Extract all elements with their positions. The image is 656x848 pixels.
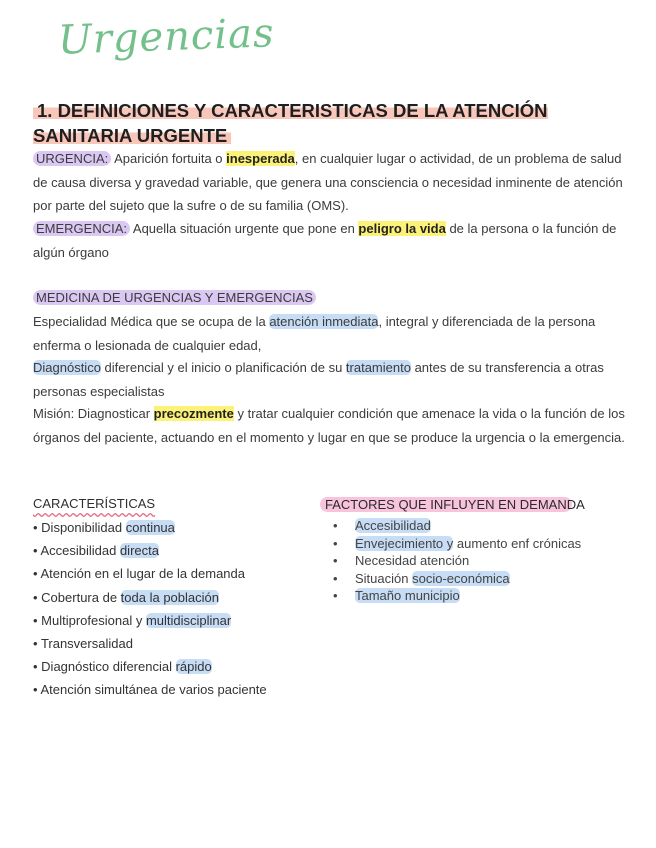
medicina-mision — [33, 402, 628, 449]
emergencia-definition — [33, 217, 628, 264]
list-item — [333, 535, 581, 553]
list-item-text: Diagnóstico diferencial — [41, 659, 176, 675]
list-item-highlight: toda la población — [120, 589, 219, 605]
urgencia-term: URGENCIA: — [33, 151, 111, 166]
list-item — [333, 517, 581, 535]
emergencia-term: EMERGENCIA: — [33, 221, 130, 236]
list-item-highlight: continua — [125, 520, 175, 535]
list-item — [33, 562, 267, 585]
list-item — [33, 678, 267, 701]
emergencia-highlight: peligro la vida — [358, 221, 446, 236]
list-item-text: Multiprofesional y — [41, 612, 146, 628]
list-item-text: Situación — [355, 570, 413, 586]
factores-heading-rest: DA — [566, 497, 585, 512]
medicina-p3-highlight: precozmente — [153, 406, 234, 421]
list-item — [333, 587, 581, 605]
medicina-p1-b: , integral y diferenciada de la persona enferma o lesionada de cualquier edad, — [33, 314, 596, 353]
caracteristicas-list — [33, 516, 267, 702]
list-item — [33, 586, 267, 609]
factores-heading-highlight: FACTORES QUE INFLUYEN EN DEMAN — [320, 497, 572, 512]
list-item-highlight: Envejecimiento y — [355, 535, 454, 551]
list-item-highlight: multidisciplinar — [145, 612, 232, 628]
list-item-highlight: Tamaño municipio — [355, 588, 460, 603]
list-item-text: Atención en el lugar de la demanda — [40, 566, 245, 582]
urgencia-text-1: Aparición fortuita o — [111, 151, 227, 166]
list-item-text: aumento enf crónicas — [453, 535, 582, 551]
medicina-paragraph-2 — [33, 356, 628, 403]
page-title: Urgencias — [57, 10, 276, 64]
medicina-p1-a: Especialidad Médica que se ocupa de la — [33, 314, 270, 329]
list-item-text: Transversalidad — [40, 636, 133, 652]
list-item-text: Accesibilidad — [40, 543, 120, 559]
urgencia-highlight: inesperada — [226, 151, 295, 166]
list-item — [33, 632, 267, 655]
medicina-p2-highlight-2: tratamiento — [345, 360, 411, 375]
list-item — [33, 516, 267, 539]
factores-heading — [320, 497, 585, 512]
list-item-highlight: directa — [119, 543, 159, 559]
caracteristicas-heading-text: CARACTERÍSTICAS — [33, 496, 156, 511]
emergencia-text-1: Aquella situación urgente que pone en — [130, 221, 359, 236]
medicina-heading: MEDICINA DE URGENCIAS Y EMERGENCIAS — [33, 290, 316, 305]
list-item — [33, 655, 267, 678]
medicina-p3-a: Misión: Diagnosticar — [33, 406, 154, 421]
medicina-p1-highlight: atención inmediata — [269, 314, 379, 329]
list-item — [333, 552, 581, 570]
factores-list — [333, 517, 581, 605]
medicina-p3-b: y tratar cualquier condición que amenace la vida o la función de los órganos del paciente, actuando en el momento y lugar en que se produce la urgencia o la emergencia. — [33, 406, 625, 445]
list-item-text: Necesidad atención — [355, 553, 470, 568]
medicina-p2-a: diferencial y el inicio o planificación de su — [100, 360, 346, 375]
list-item-text: Cobertura de — [41, 589, 121, 605]
caracteristicas-heading — [33, 496, 155, 511]
list-item-highlight: Accesibilidad — [355, 518, 431, 533]
section-heading — [33, 98, 623, 148]
list-item — [333, 570, 581, 588]
list-item-text: Disponibilidad — [41, 520, 126, 535]
section-heading-text: 1. DEFINICIONES Y CARACTERISTICAS DE LA ATENCIÓN SANITARIA URGENTE — [33, 100, 548, 146]
list-item — [33, 539, 267, 562]
list-item-text: Atención simultánea de varios paciente — [40, 682, 267, 698]
list-item-highlight: socio-económica — [412, 570, 510, 586]
medicina-p2-highlight: Diagnóstico — [33, 360, 101, 375]
list-item-highlight: rápido — [175, 659, 212, 675]
medicina-paragraph-1 — [33, 310, 628, 357]
urgencia-definition — [33, 147, 628, 218]
emergencia-text-2: de la persona o la función de algún órgano — [33, 221, 617, 260]
medicina-heading-line — [33, 286, 628, 310]
medicina-p2-b: antes de su transferencia a otras personas especialistas — [33, 360, 604, 399]
urgencia-text-2: , en cualquier lugar o actividad, de un problema de salud de causa diversa y gravedad variable, que genera una consciencia o necesidad inminente de atención por parte del sujeto que la sufre o de su familia (OMS). — [33, 151, 623, 213]
list-item — [33, 609, 267, 632]
